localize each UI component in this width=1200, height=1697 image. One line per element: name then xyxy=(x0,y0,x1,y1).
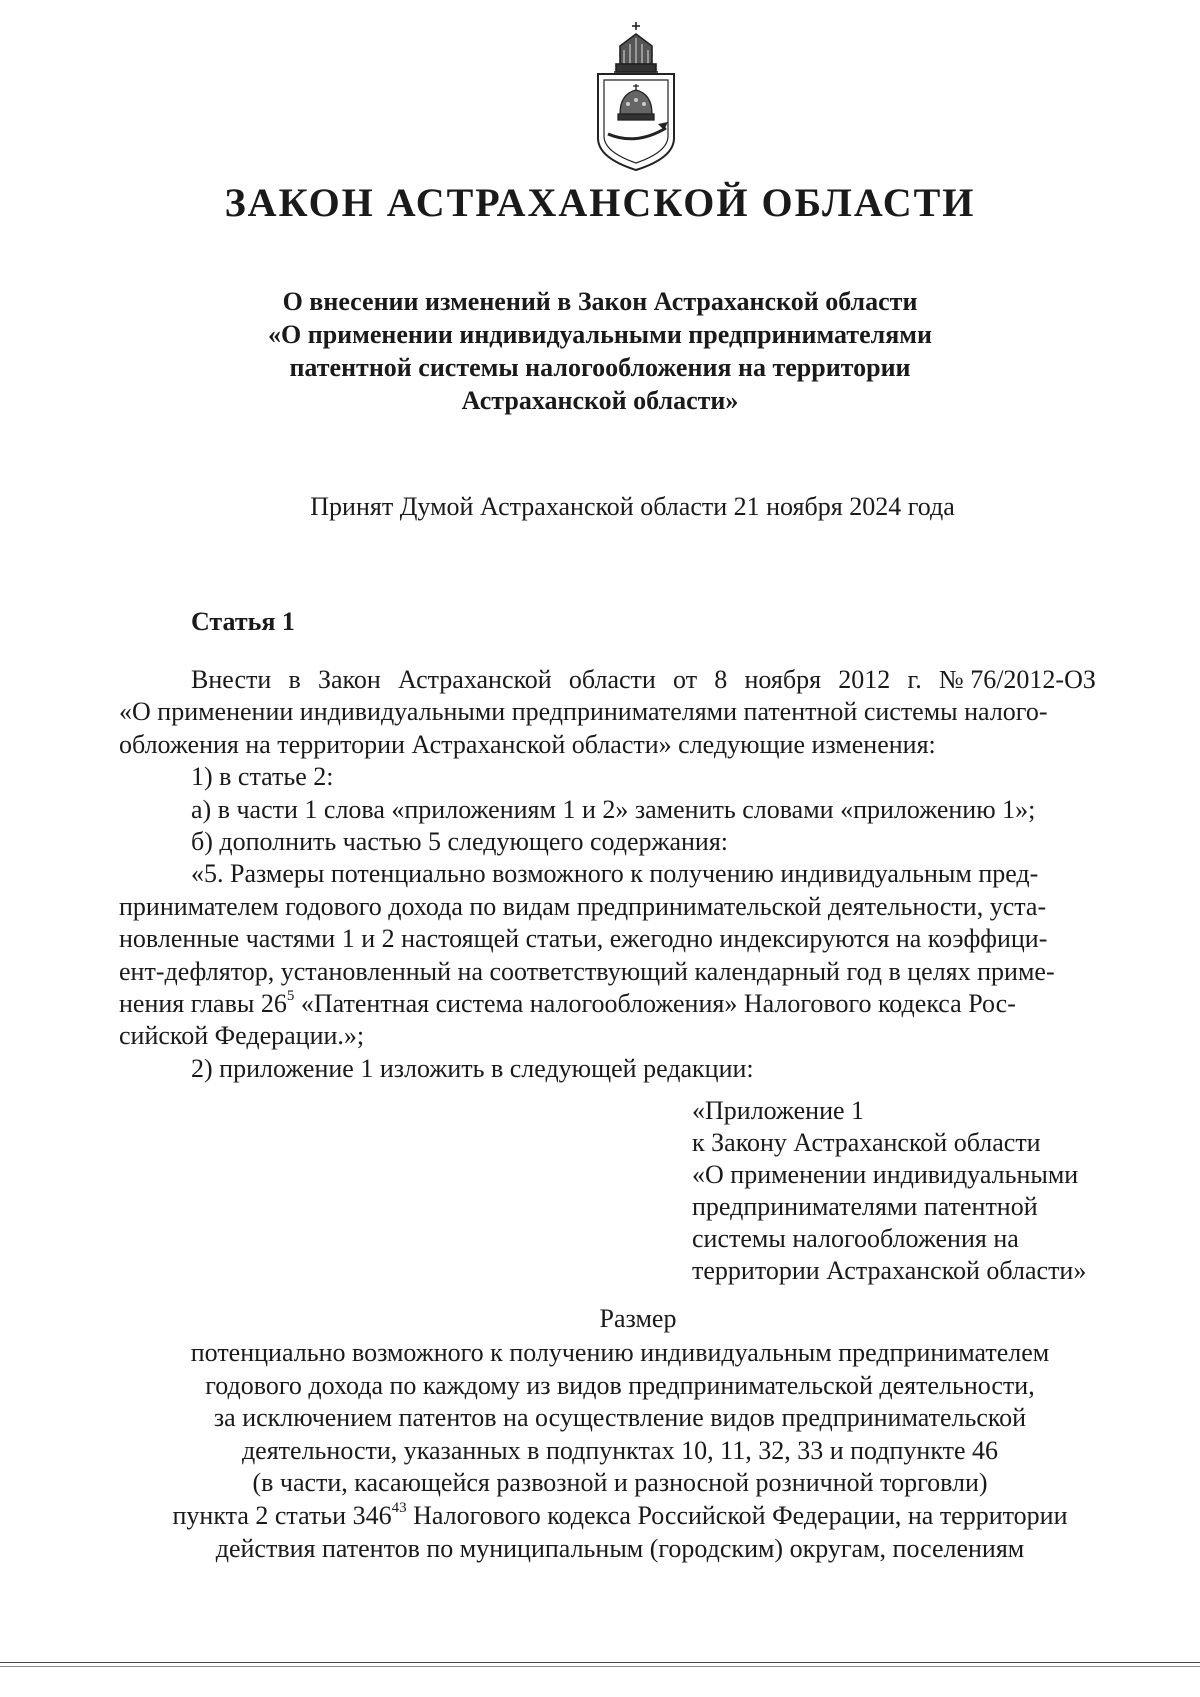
size-line: годового дохода по каждому из видов предпринимательской деятельности, xyxy=(205,1370,1035,1400)
item-1a: а) в части 1 слова «приложениям 1 и 2» заменить словами «приложению 1»; xyxy=(191,794,1036,824)
size-line xyxy=(100,1500,1140,1533)
part5-line: сийской Федерации.»; xyxy=(119,1021,365,1051)
item-1b: б) дополнить частью 5 следующего содержания: xyxy=(191,826,729,856)
part5-text: нения главы 26 xyxy=(119,988,287,1018)
subject-line: «О применении индивидуальными предпринимателями xyxy=(267,320,932,349)
size-text: пункта 2 статьи 346 xyxy=(172,1500,392,1530)
intro-line: обложения на территории Астраханской области» следующие изменения: xyxy=(119,729,936,759)
part5-line xyxy=(119,988,1096,1020)
chapter-superscript: 5 xyxy=(286,988,295,1005)
item-2: 2) приложение 1 изложить в следующей редакции: xyxy=(191,1053,754,1083)
intro-word: Внести xyxy=(191,665,272,694)
appendix-line: «О применении индивидуальными xyxy=(692,1160,1079,1189)
size-section-title: Размер xyxy=(599,1304,677,1333)
intro-word: в xyxy=(288,665,301,694)
intro-word: 8 xyxy=(714,665,728,694)
part5-line: новленные частями 1 и 2 настоящей статьи, ежегодно индексируются на коэффици- xyxy=(119,924,1048,954)
subject-line: патентной системы налогообложения на территории xyxy=(289,353,911,382)
size-line: потенциально возможного к получению индивидуальным предпринимателем xyxy=(190,1338,1050,1367)
footer-rule xyxy=(0,1666,1200,1667)
intro-word: г. xyxy=(907,665,922,694)
footer-rule xyxy=(0,1662,1200,1663)
size-line: (в части, касающейся развозной и разносной розничной торговли) xyxy=(252,1468,988,1498)
appendix-line: территории Астраханской области» xyxy=(692,1256,1087,1285)
size-line: за исключением патентов на осуществление видов предпринимательской xyxy=(213,1403,1027,1433)
intro-line xyxy=(119,664,1096,696)
article-body xyxy=(119,664,1096,1085)
intro-line: «О применении индивидуальными предпринимателями патентной системы налого- xyxy=(119,697,1048,727)
appendix-line: к Закону Астраханской области xyxy=(692,1128,1041,1157)
size-text: Налогового кодекса Российской Федерации, на территории xyxy=(406,1500,1068,1530)
intro-word: № 76/2012-ОЗ xyxy=(938,665,1096,694)
subject-line: Астраханской области» xyxy=(461,386,739,415)
article-superscript: 43 xyxy=(391,1500,407,1517)
intro-word: области xyxy=(568,665,656,694)
astrakhan-coat-of-arms-icon xyxy=(584,18,688,174)
appendix-line: предпринимателями патентной xyxy=(692,1192,1038,1221)
subject-line: О внесении изменений в Закон Астраханской области xyxy=(282,287,918,316)
part5-line: «5. Размеры потенциально возможного к получению индивидуальным пред- xyxy=(191,859,1039,889)
item-1: 1) в статье 2: xyxy=(191,762,334,792)
size-line: действия патентов по муниципальным (городским) округам, поселениям xyxy=(215,1533,1025,1563)
law-title: ЗАКОН АСТРАХАНСКОЙ ОБЛАСТИ xyxy=(224,180,976,225)
intro-word: 2012 xyxy=(838,665,891,694)
intro-word: от xyxy=(673,665,698,694)
law-subject xyxy=(170,285,1030,417)
part5-text: «Патентная система налогообложения» Налогового кодекса Рос- xyxy=(294,988,1016,1018)
appendix-line: системы налогообложения на xyxy=(692,1224,1019,1253)
size-line: деятельности, указанных в подпунктах 10, 11, 32, 33 и подпункте 46 xyxy=(241,1435,999,1465)
adoption-statement: Принят Думой Астраханской области 21 ноября 2024 года xyxy=(310,492,955,521)
appendix-line: «Приложение 1 xyxy=(692,1096,865,1125)
appendix-reference xyxy=(692,1095,1132,1287)
part5-line: ент-дефлятор, установленный на соответствующий календарный год в целях приме- xyxy=(119,956,1055,986)
intro-word: Астраханской xyxy=(397,665,552,694)
part5-line: принимателем годового дохода по видам предпринимательской деятельности, уста- xyxy=(119,891,1047,921)
intro-word: Закон xyxy=(317,665,381,694)
size-section-text xyxy=(100,1337,1140,1565)
article-heading: Статья 1 xyxy=(191,607,295,636)
intro-word: ноября xyxy=(744,665,822,694)
